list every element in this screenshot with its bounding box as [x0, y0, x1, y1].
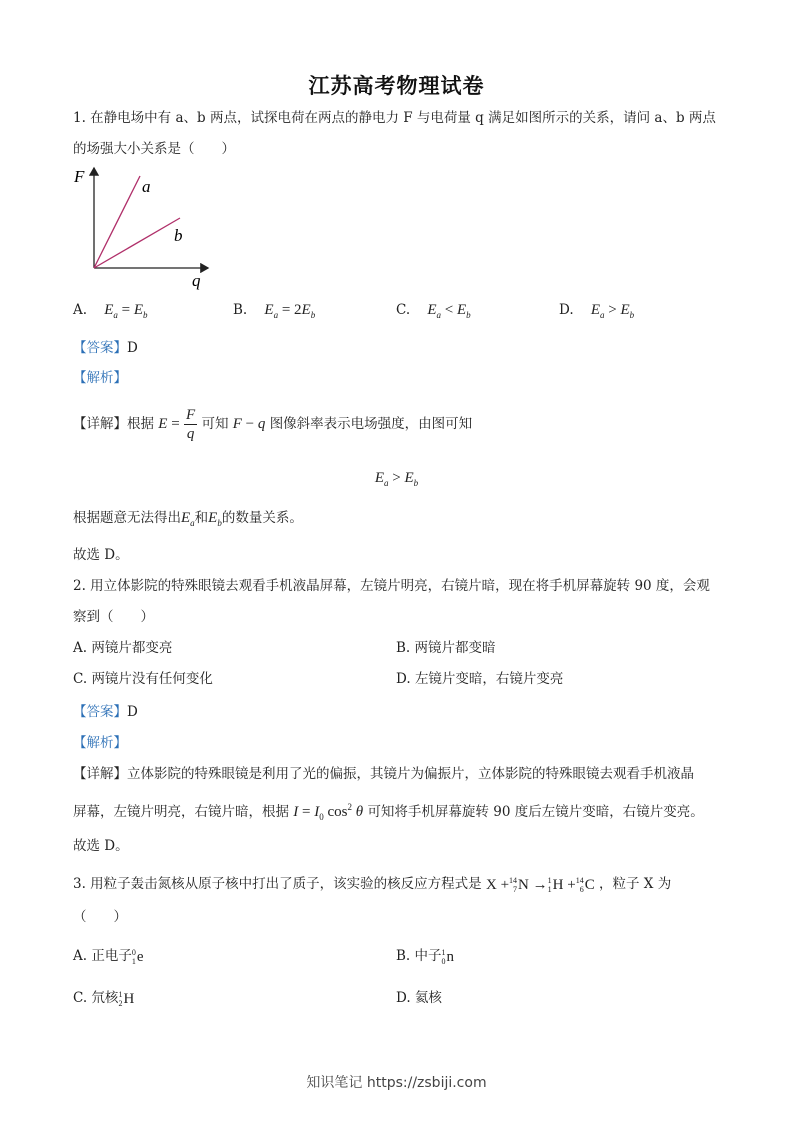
- q3-option-b: B. 中子 1 0 n: [396, 948, 455, 967]
- q2-answer: 【答案】D: [73, 704, 138, 720]
- q2-stem-line2: 察到（ ）: [73, 609, 154, 625]
- q2-analysis-tag: 【解析】: [73, 735, 127, 751]
- q3-option-c: C. 氘核 1 2 H: [73, 990, 135, 1009]
- q1-graph: [70, 162, 220, 290]
- nuclear-equation: X + 14 7 N → 1 1 H + 14 6 C: [485, 876, 595, 895]
- q2-choose: 故选 D。: [73, 838, 129, 854]
- q3-option-d: D. 氦核: [396, 990, 442, 1006]
- footer-watermark: 知识笔记 https://zsbiji.com: [306, 1075, 487, 1091]
- q1-stem-line1: 1. 在静电场中有 a、b 两点，试探电荷在两点的静电力 F 与电荷量 q 满足如图所示的关系，请问 a、b 两点: [73, 110, 716, 126]
- q1-option-b: B. $E_a = 2E_b$: [233, 302, 316, 320]
- q1-stem-line2: 的场强大小关系是（ ）: [73, 141, 235, 157]
- q1-choose: 故选 D。: [73, 547, 129, 563]
- q2-stem-line1: 2. 用立体影院的特殊眼镜去观看手机液晶屏幕，左镜片明亮，右镜片暗，现在将手机屏幕旋转 90 度，会观: [73, 578, 710, 594]
- q1-option-a: A. $E_a = E_b$: [73, 302, 148, 320]
- q2-option-c: C. 两镜片没有任何变化: [73, 671, 213, 687]
- line-b-label: b: [174, 226, 183, 245]
- line-a-label: a: [142, 177, 151, 196]
- q1-result-formula: $E_a > E_b$: [374, 470, 419, 488]
- q2-option-a: A. 两镜片都变亮: [73, 640, 173, 656]
- y-axis-label: F: [74, 167, 85, 186]
- q2-option-b: B. 两镜片都变暗: [396, 640, 496, 656]
- page-title: 江苏高考物理试卷: [308, 73, 485, 98]
- q1-answer: 【答案】D: [73, 340, 138, 356]
- q1-conclusion: 根据题意无法得出$E_a$和$E_b$的数量关系。: [73, 510, 303, 528]
- q3-stem-line1: 3. 用粒子轰击氮核从原子核中打出了质子，该实验的核反应方程式是 X + 14 7 N → 1 1 H + 14 6 C ，粒子 X 为: [73, 872, 671, 897]
- q2-detail-line1: 【详解】立体影院的特殊眼镜是利用了光的偏振，其镜片为偏振片，立体影院的特殊眼镜去观看手机液晶: [73, 766, 694, 782]
- q2-option-d: D. 左镜片变暗，右镜片变亮: [396, 671, 564, 687]
- q1-analysis-tag: 【解析】: [73, 370, 127, 386]
- q2-detail-line2: 屏幕，左镜片明亮，右镜片暗，根据 $I = I_0$ $\cos^2 \theta$ 可知将手机屏幕旋转 90 度后左镜片变暗，右镜片变亮。: [73, 802, 704, 822]
- q1-option-c: C. $E_a < E_b$: [396, 302, 471, 320]
- q3-stem-line2: （ ）: [73, 909, 127, 925]
- q1-detail: 【详解】根据 E = $\frac{F}{q}$ 可知 F − q 图像斜率表示电场强度，由图可知: [73, 407, 473, 442]
- q3-option-a: A. 正电子 0 1 e: [73, 948, 144, 967]
- q1-option-d: D. $E_a > E_b$: [559, 302, 635, 320]
- x-axis-label: q: [192, 271, 201, 290]
